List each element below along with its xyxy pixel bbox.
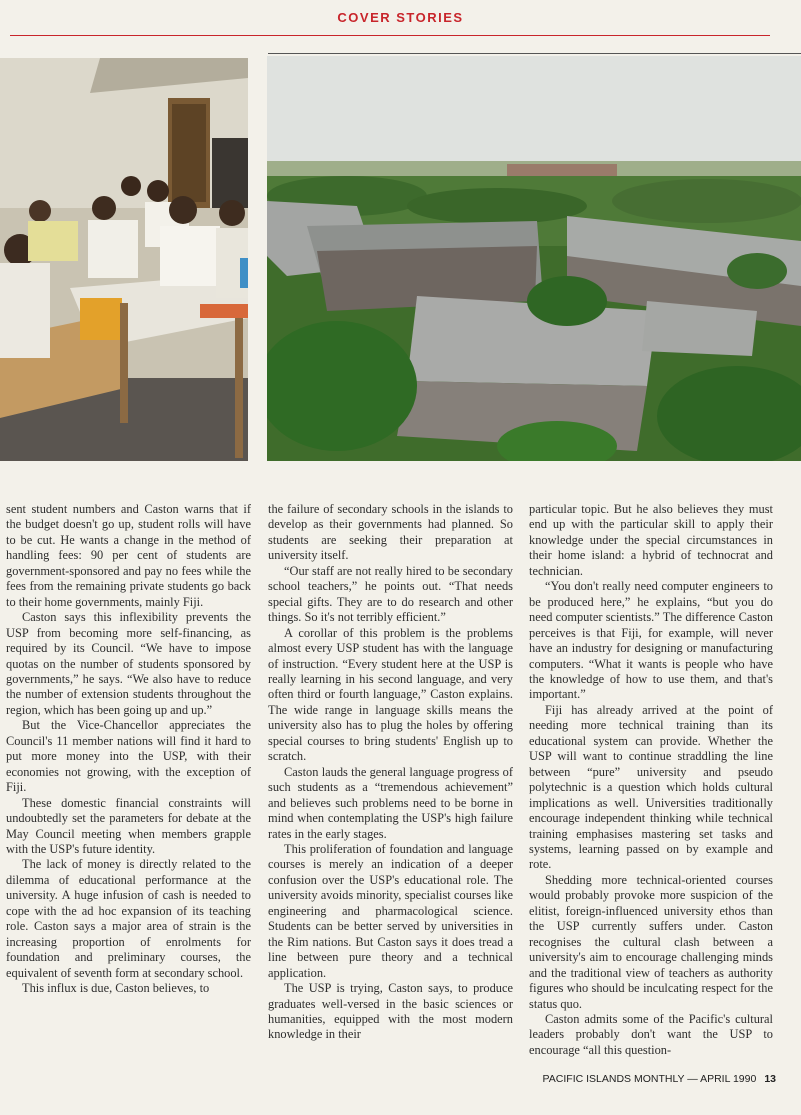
page-number: 13: [764, 1073, 776, 1085]
article-paragraph: “Our staff are not really hired to be secondary school teachers,” he points out. “That needs special gifts. They are to do research and other things. So it's not terribly efficient.”: [268, 563, 513, 625]
article-paragraph: the failure of secondary schools in the islands to develop as their governments had planned. So students are seeking their preparation at university itself.: [268, 502, 513, 563]
article-paragraph: Caston lauds the general language progress of such students as a “tremendous achievement” and believes such problems need to be borne in mind when contemplating the USP's high failure rates in the early stages.: [268, 764, 513, 841]
article-column-3: [529, 502, 773, 1067]
campus-aerial-photo: [267, 56, 801, 461]
section-header: COVER STORIES: [337, 10, 464, 25]
article-paragraph: “You don't really need computer engineers to be produced here,” he explains, “but you do need computer scientists.” The difference Caston perceives is that Fiji, for example, will never have an industry for designing or manufacturing computers. “What it wants is people who have the knowledge of how to use them, and that's important.”: [529, 579, 773, 702]
article-paragraph: Shedding more technical-oriented courses would probably provoke more suspicion of the elitist, foreign-influenced university ethos than the USP currently suffers under. Caston recognises the cultural clash between a university's aim to encourage challenging minds and the traditional view of teachers as authority figures who should be inculcating respect for the status quo.: [529, 872, 773, 1011]
footer-magazine: PACIFIC ISLANDS MONTHLY — APRIL 1990: [542, 1073, 757, 1085]
article-paragraph: Caston says this inflexibility prevents the USP from becoming more self-financing, as required by its Council. “We have to impose quotas on the number of students sponsored by governments,” he says. “We also have to reduce the number of extension students throughout the region, which has been going up and up.”: [6, 610, 251, 717]
article-column-2: [268, 502, 513, 1067]
article-paragraph: These domestic financial constraints will undoubtedly set the parameters for debate at the May Council meeting when members grapple with the USP's future identity.: [6, 795, 251, 856]
article-paragraph: Caston admits some of the Pacific's cultural leaders probably don't want the USP to encourage “all this question-: [529, 1011, 773, 1057]
article-paragraph: The USP is trying, Caston says, to produce graduates well-versed in the basic sciences or humanities, equipped with the most modern knowledge in their: [268, 981, 513, 1042]
classroom-photo: [0, 58, 248, 461]
article-paragraph: A corollar of this problem is the problems almost every USP student has with the language of instruction. “Every student here at the USP is really learning in his second language, and very often third or fourth language,” Caston explains. The wide range in language skills means the university also has to plug the holes by offering special courses to bring students' English up to scratch.: [268, 625, 513, 764]
article-paragraph: This influx is due, Caston believes, to: [22, 981, 210, 996]
page-footer: [490, 1073, 776, 1085]
photo-top-rule: [268, 53, 801, 54]
article-paragraph: Fiji has already arrived at the point of needing more technical training than its educational system can provide. Whether the USP will want to continue straddling the line between “pure” university and pseudo polytechnic is a question which holds cultural implications as well. Universities traditionally encourage independent thinking while technical training emphasises mastering set tasks and systems, learning passed on by example and rote.: [529, 702, 773, 872]
article-paragraph: The lack of money is directly related to the dilemma of educational performance at the university. A huge infusion of cash is needed to cope with the ad hoc expansion of its teaching role. Caston says a major area of strain is the increasing proportion of enrolments for foundation and preliminary courses, the equivalent of seventh form at secondary school.: [6, 857, 251, 980]
article-paragraph: This proliferation of foundation and language courses is merely an indication of a deeper confusion over the USP's educational role. The university avoids minority, specialist courses like engineering and pharmacological science. Students can be better served by universities in the Rim nations. But Caston says it does tread a line between pure theory and a technical application.: [268, 841, 513, 980]
article-paragraph: But the Vice-Chancellor appreciates the Council's 11 member nations will find it hard to put more money into the USP, with their economies not growing, with the exception of Fiji.: [6, 718, 251, 795]
article-column-1: [6, 502, 251, 1067]
article-paragraph: particular topic. But he also believes they must end up with the particular skill to apply their knowledge under the special circumstances in their home island: a hybrid of technocrat and technician.: [529, 502, 773, 578]
article-paragraph: sent student numbers and Caston warns that if the budget doesn't go up, student rolls will have to be cut. He wants a change in the method of handling fees: 90 per cent of students are government-sponsored and pay no fees while the fees from the remaining private students go back to their home governments, mainly Fiji.: [6, 502, 251, 609]
header-rule: [10, 35, 770, 36]
